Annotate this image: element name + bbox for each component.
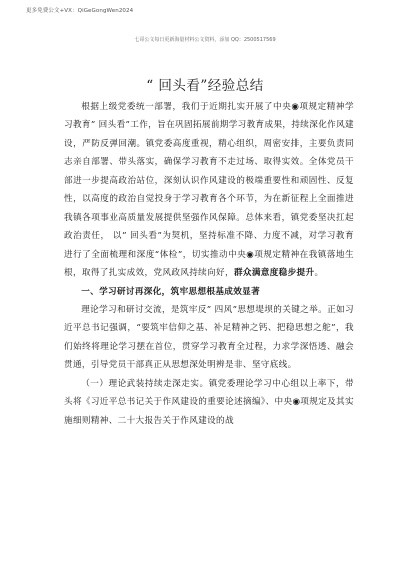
paragraph-section1: 理论学习和研讨交流，是筑牢反” 四风”思想堤坝的关键之举。正如习近平总书记强调，“要筑牢信仰之基、补足精神之钙、把稳思想之舵”，我们始终将理论学习摆在首位，贯穿学习教育全过程，力求学深悟透、融会贯通，引导党员干部真正从思想深处明辨是非、坚守底线。 [64, 304, 354, 371]
section-heading-1: 一、学习研讨再深化，筑牢思想根基成效显著 [81, 286, 261, 297]
document-body [64, 98, 354, 430]
document-title: “ 回头看”经验总结 [146, 78, 264, 94]
watermark-text: 更多免费公文+VX：QiGeGongWen2024 [26, 8, 134, 14]
paragraph-intro [64, 98, 354, 283]
paragraph-intro-end: 。 [314, 268, 324, 279]
paragraph-intro-text: 根据上级党委统一部署，我们于近期扎实开展了中央◉项规定精神学习教育” 回头看”工作，旨在巩固拓展前期学习教育成果，持续深化作风建设，严防反弹回潮。镇党委高度重视，精心组织，周密安排，主要负责同志亲自部署、带头落实，确保学习教育不走过场、取得实效。全体党员干部进一步提高政治站位，深刻认识作风建设的极端重要性和顽固性、反复性，以高度的政治自觉投身于学习教育各个环节，为在新征程上全面推进我镇各项事业高质量发展提供坚强作风保障。总体来看，镇党委坚决扛起政治责任， 以” 回头看”为契机，坚持标准不降、力度不减，对学习教育进行了全面梳理和深度“体检”，切实推动中央◉项规定精神在我镇落地生根，取得了扎实成效，党风政风持续向好， [64, 102, 354, 279]
source-notice: 七哥公文每日更新海量材料公文资料，添加 QQ：2500517569 [134, 37, 276, 43]
paragraph-subsection1: （一）理论武装持续走深走实。镇党委理论学习中心组以上率下，带头将《习近平总书记关于作风建设的重要论述摘编》、中央◉项规定及其实施细则精神、二十大报告关于作风建设的战 [64, 378, 354, 426]
paragraph-intro-emphasis: 群众满意度稳步提升 [233, 268, 315, 279]
